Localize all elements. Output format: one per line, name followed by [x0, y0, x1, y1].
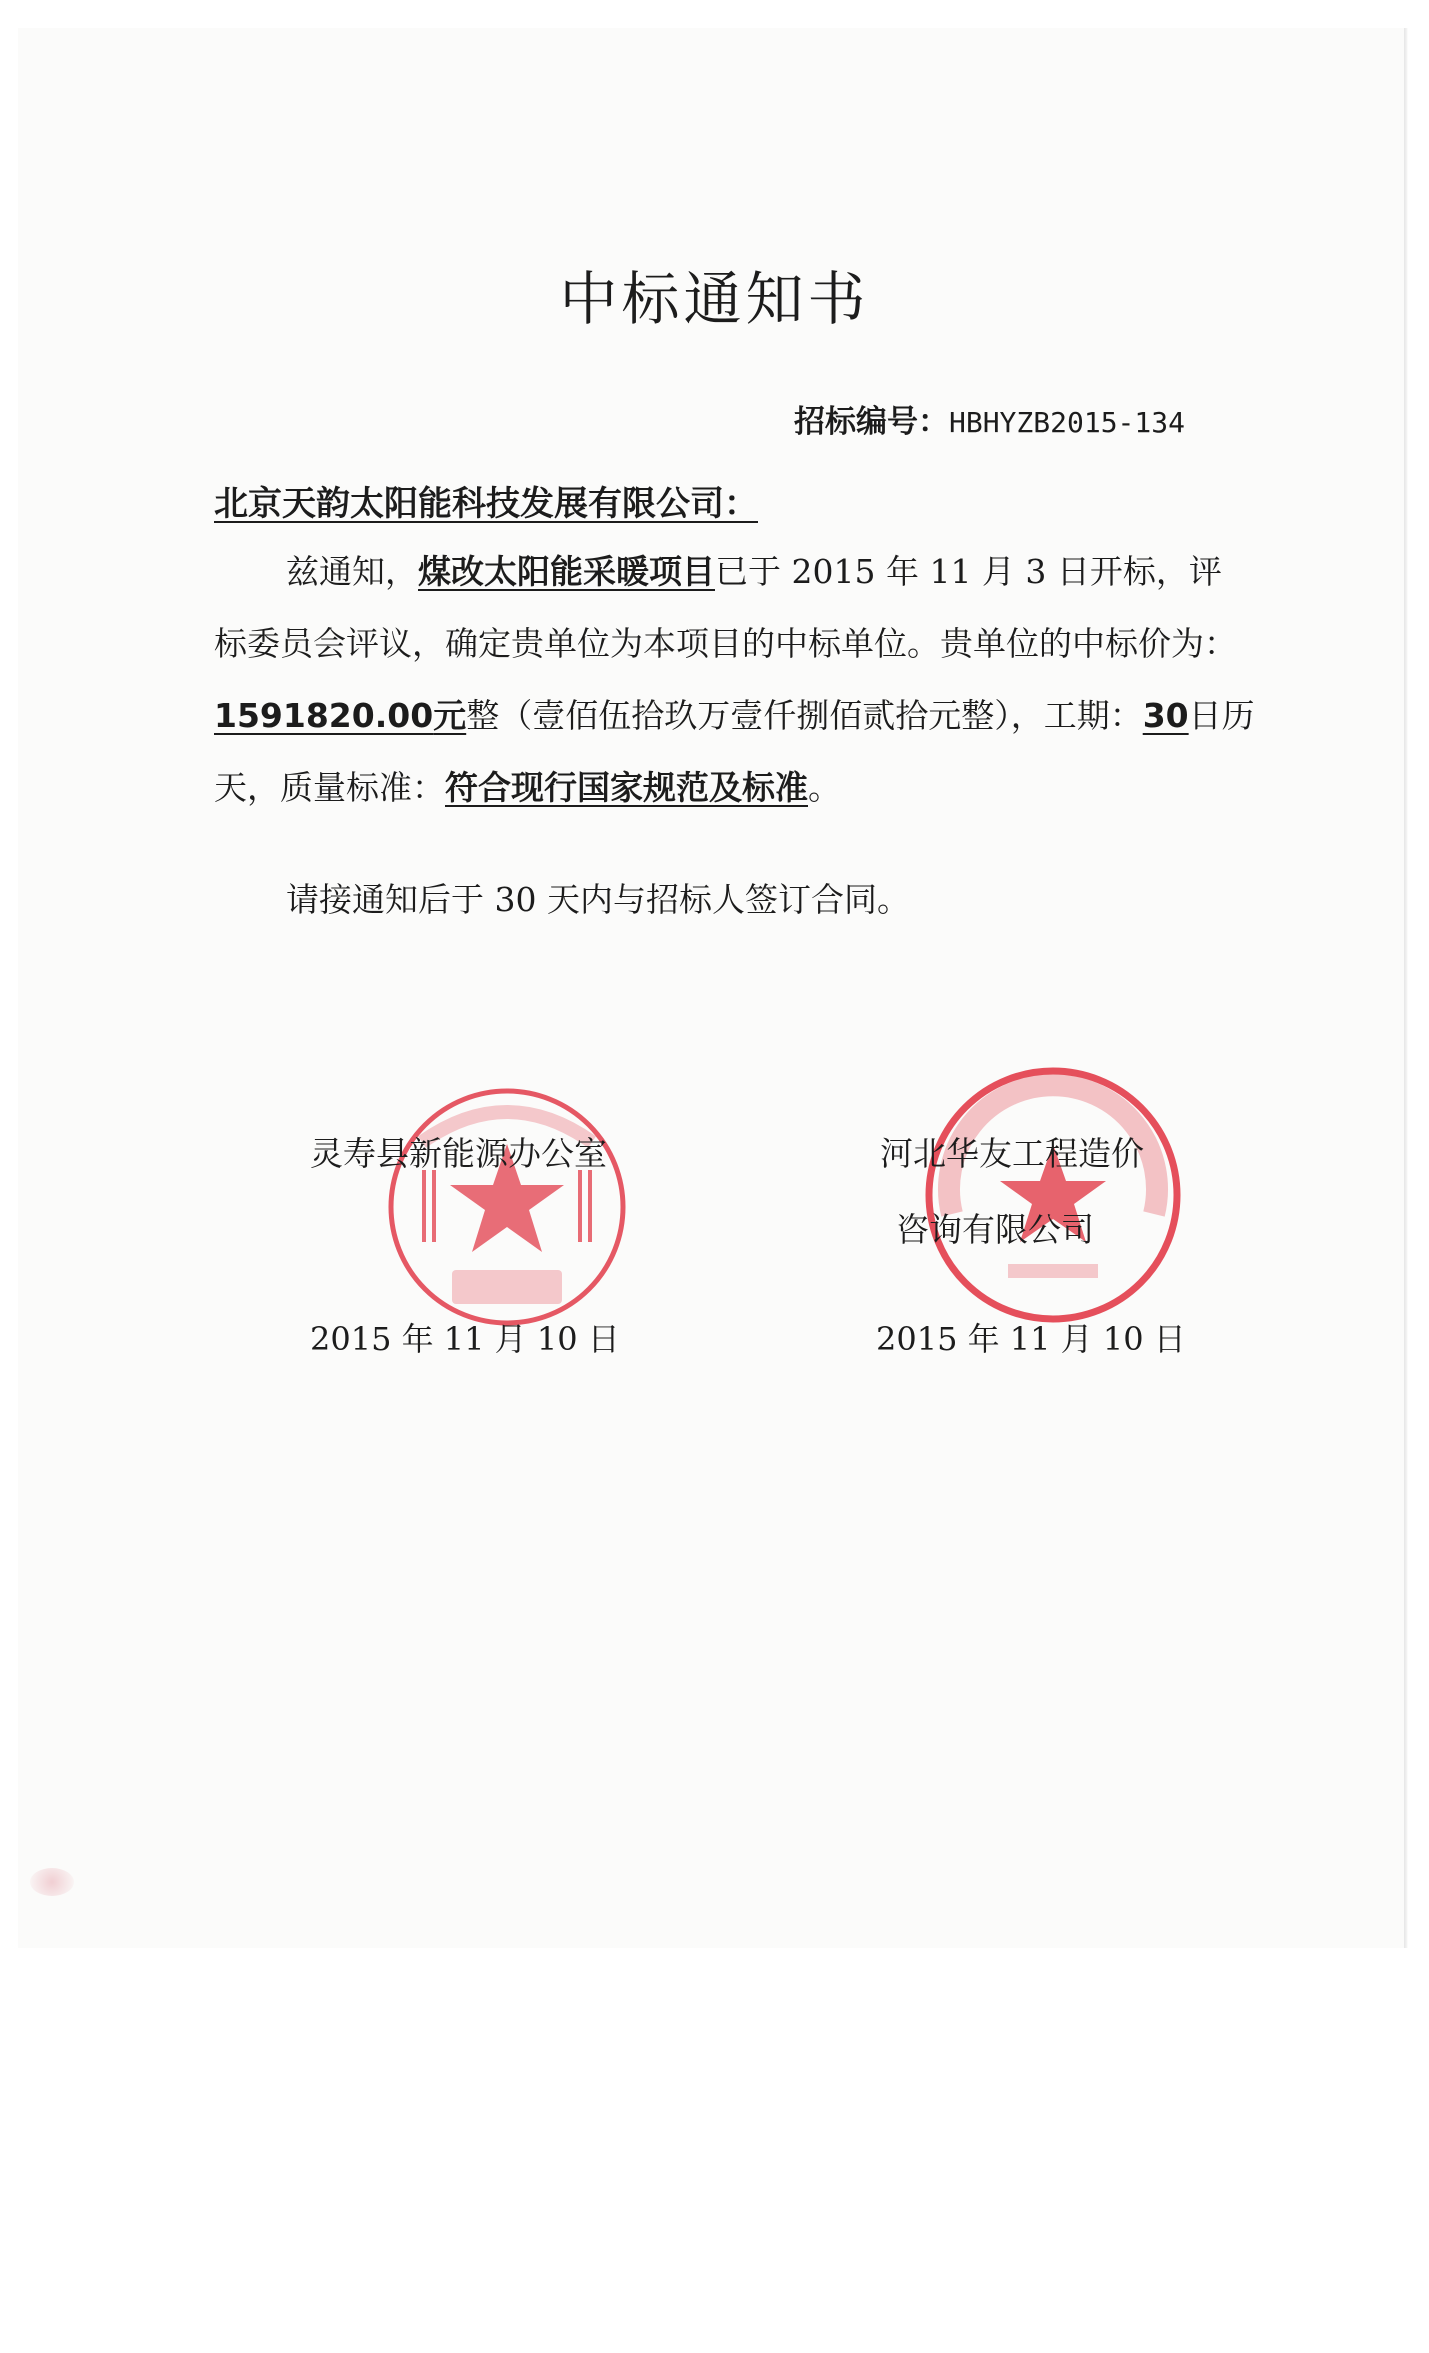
instruction-text: 请接通知后于 30 天内与招标人签订合同。 [286, 880, 910, 919]
quality-standard: 符合现行国家规范及标准 [445, 768, 808, 807]
left-official-seal [382, 1082, 632, 1332]
ink-smudge [30, 1868, 74, 1896]
body-line-4 [214, 752, 1194, 824]
body-text: 日历 [1188, 696, 1255, 735]
issuer-right-name-line1: 河北华友工程造价 [880, 1134, 1144, 1173]
bid-number-label: 招标编号： [793, 404, 949, 440]
body-text: 。 [808, 768, 841, 807]
bid-number [794, 396, 1185, 441]
bid-number-value: HBHYZB2015-134 [948, 406, 1185, 439]
recipient: 北京天韵太阳能科技发展有限公司： [214, 484, 758, 524]
bid-price: 1591820.00 [214, 696, 434, 735]
right-company-seal [922, 1064, 1184, 1326]
issuer-left-name: 灵寿县新能源办公室 [310, 1134, 607, 1173]
price-unit: 元 [433, 696, 467, 735]
body-line-3 [214, 680, 1255, 752]
body-text: 兹通知， [286, 552, 418, 591]
body-text: 天，质量标准： [214, 768, 445, 807]
instruction [214, 864, 1194, 936]
body-line-2: 标委员会评议，确定贵单位为本项目的中标单位。贵单位的中标价为： [214, 624, 1237, 663]
body-text: 已于 2015 年 11 月 3 日开标，评 [715, 552, 1222, 591]
document-title: 中标通知书 [559, 265, 870, 333]
notice-body [214, 536, 1255, 824]
issuer-right-name-line2: 咨询有限公司 [896, 1210, 1094, 1249]
body-text: 整（壹佰伍拾玖万壹仟捌佰贰拾元整），工期： [466, 696, 1143, 735]
issuer-left-date: 2015 年 11 月 10 日 [310, 1320, 620, 1358]
body-line-1 [214, 536, 1222, 608]
construction-period: 30 [1142, 696, 1189, 735]
project-name: 煤改太阳能采暖项目 [418, 552, 715, 591]
issuer-right-date: 2015 年 11 月 10 日 [876, 1320, 1186, 1358]
